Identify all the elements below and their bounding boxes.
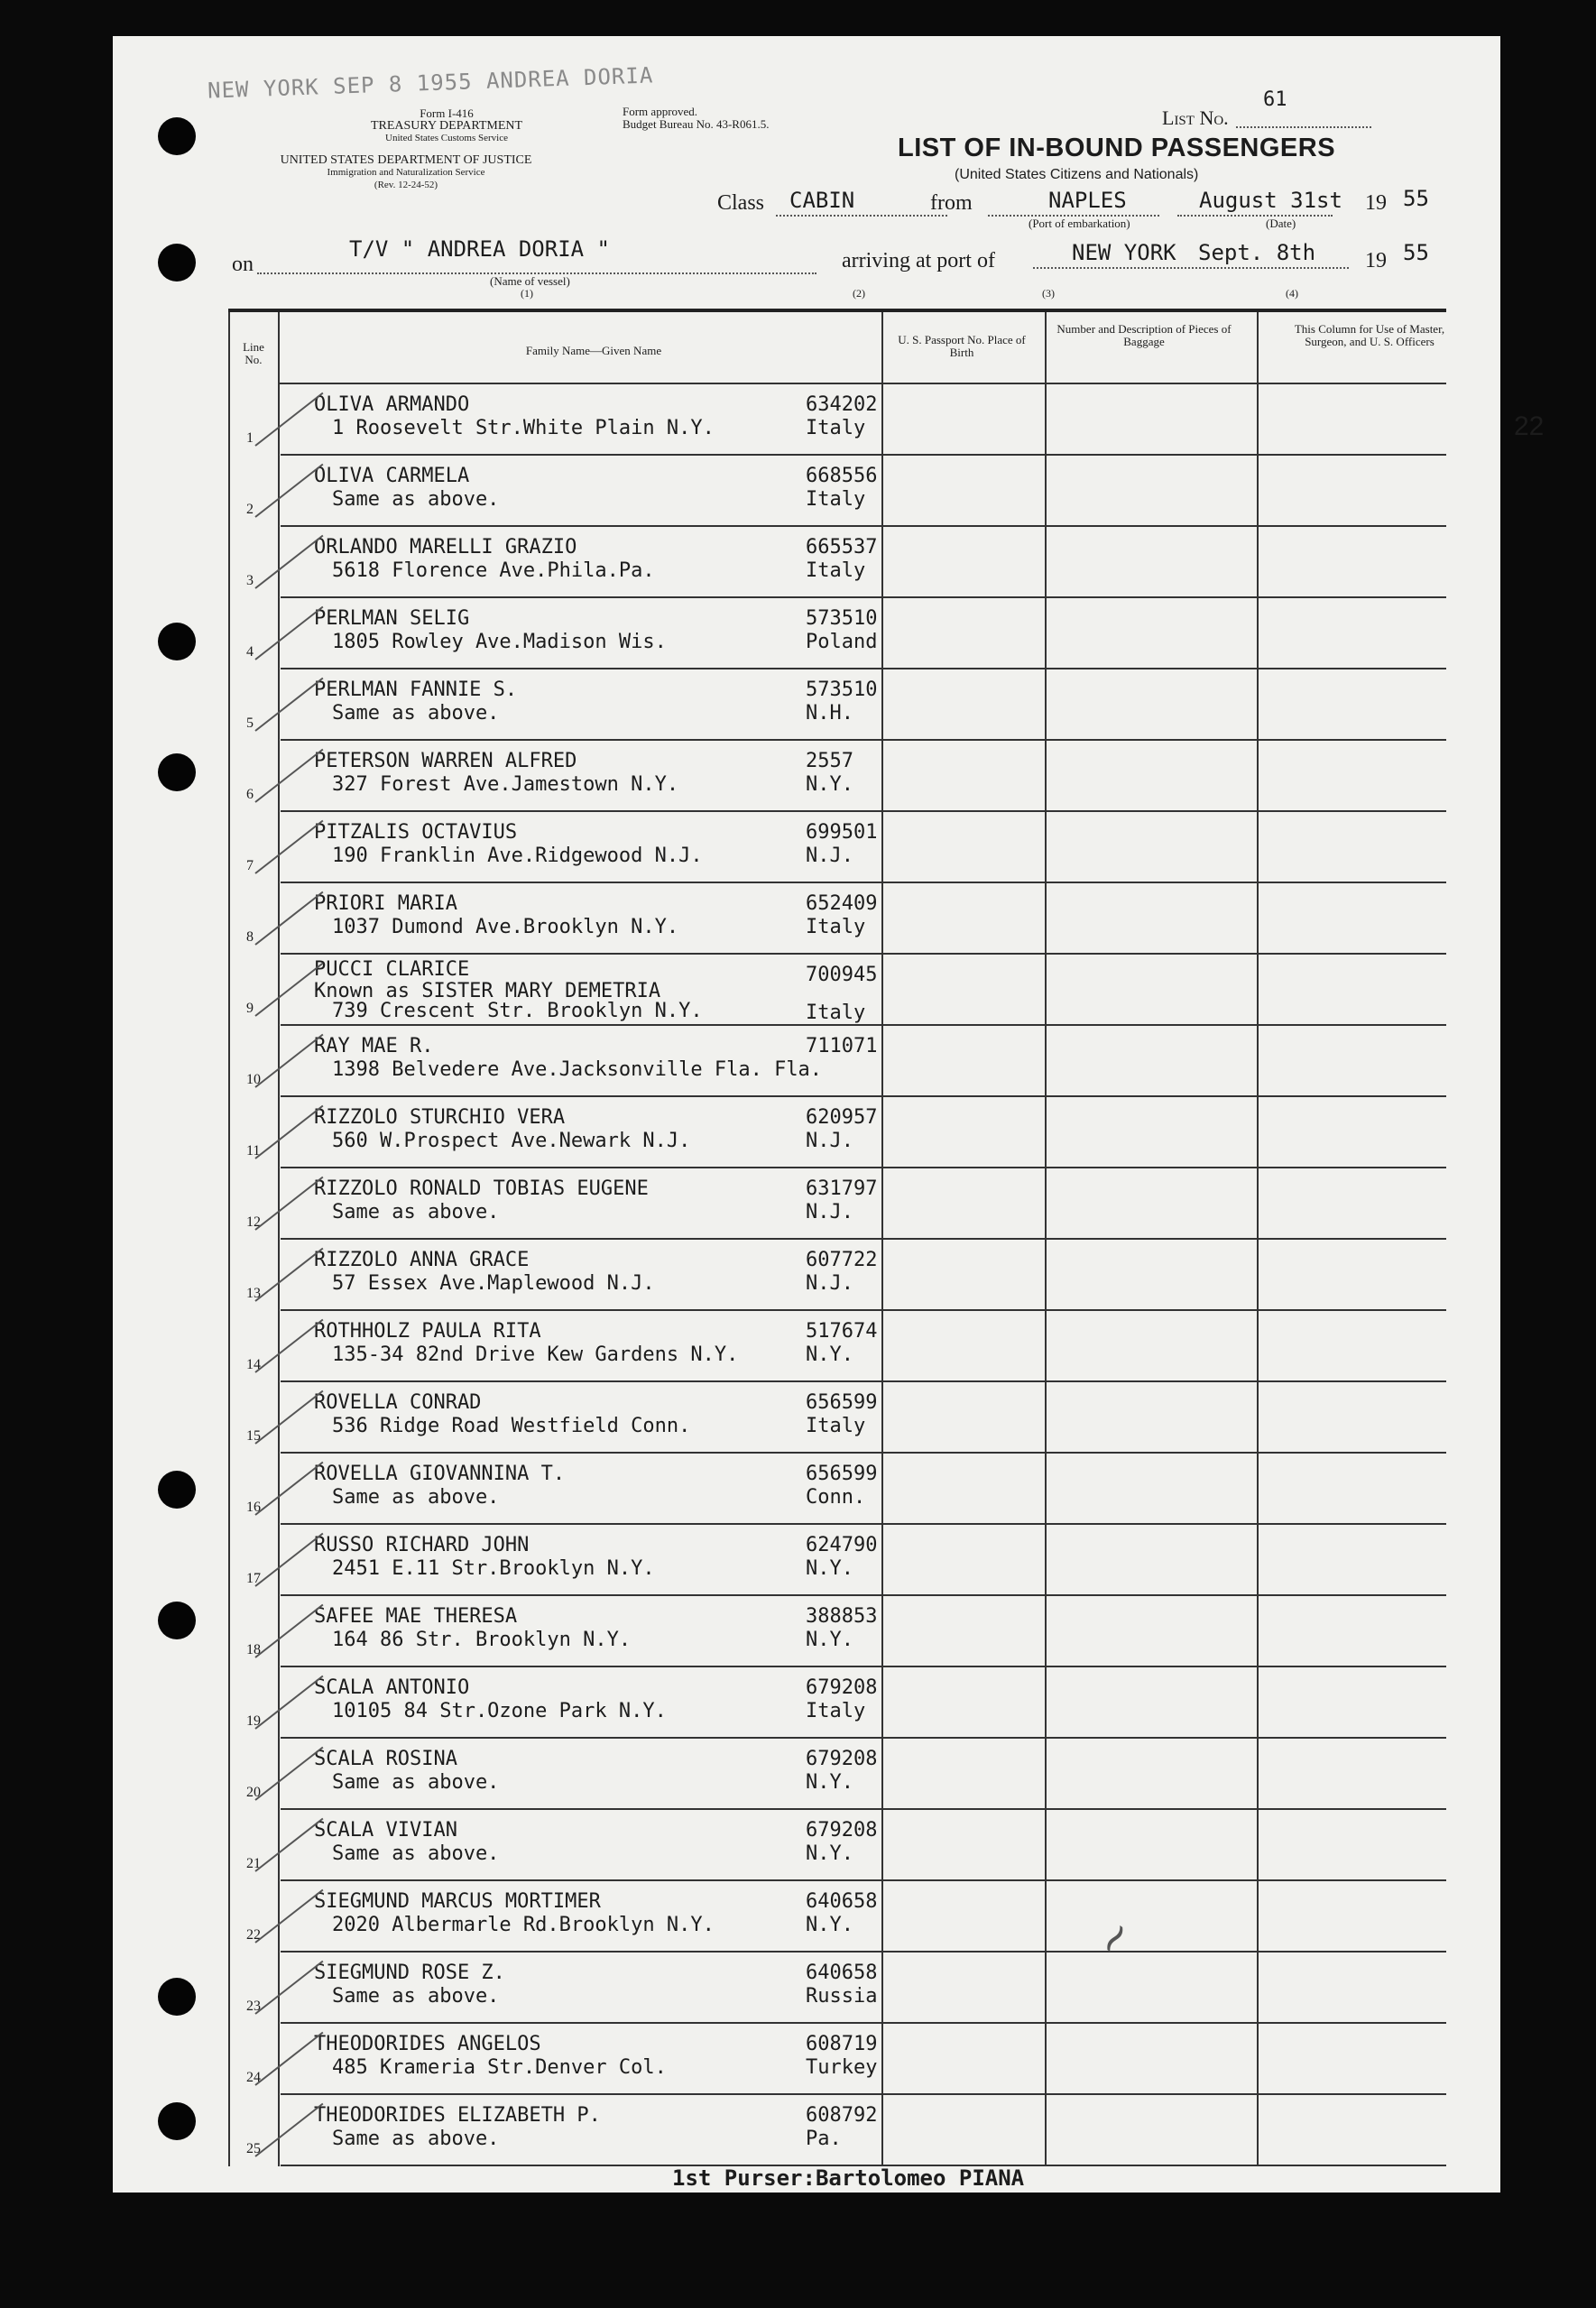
table-row <box>228 1168 1446 1240</box>
passenger-address: 1 Roosevelt Str.White Plain N.Y. <box>332 417 715 439</box>
form-number: Form I-416 <box>420 106 474 120</box>
list-label: List No. <box>1162 106 1229 129</box>
place-of-birth: N.Y. <box>806 1629 853 1651</box>
passenger-name: RIZZOLO ANNA GRACE <box>314 1249 530 1271</box>
place-of-birth: Italy <box>806 488 866 511</box>
line-number: 23 <box>246 1999 261 2014</box>
check-mark <box>254 749 323 803</box>
passport-number: 608792 <box>806 2104 878 2127</box>
passenger-name: OLIVA ARMANDO <box>314 393 470 416</box>
header-officers: This Column for Use of Master, Surgeon, and U. S. Officers <box>1294 322 1445 348</box>
line-number: 1 <box>246 430 254 446</box>
place-of-birth: N.J. <box>806 1201 853 1223</box>
passenger-address: Same as above. <box>332 1201 500 1223</box>
table-row <box>228 1026 1446 1097</box>
passenger-address: Same as above. <box>332 2128 500 2150</box>
line-number: 13 <box>246 1286 261 1301</box>
check-mark <box>254 1747 323 1801</box>
caption-col-4: (4) <box>1286 287 1298 300</box>
check-mark <box>254 1818 323 1872</box>
passenger-address: Same as above. <box>332 1985 500 2008</box>
passport-number: 700945 <box>806 964 878 986</box>
table-row <box>228 2095 1446 2166</box>
caption-col-2: (2) <box>853 287 865 300</box>
passenger-name: ROVELLA GIOVANNINA T. <box>314 1463 566 1485</box>
line-number: 4 <box>246 644 254 660</box>
passenger-name: SIEGMUND MARCUS MORTIMER <box>314 1890 601 1913</box>
check-mark <box>254 2103 323 2157</box>
check-mark <box>254 1034 323 1088</box>
header-name: Family Name—Given Name <box>525 344 662 357</box>
class-label: Class <box>717 191 765 215</box>
place-of-birth: N.Y. <box>806 773 853 796</box>
table-row <box>228 669 1446 741</box>
header-passport: U. S. Passport No. Place of Birth <box>898 333 1026 359</box>
place-of-birth: Turkey <box>806 2056 878 2079</box>
place-of-birth: N.Y. <box>806 1343 853 1366</box>
list-number-line <box>1236 126 1371 128</box>
binder-hole <box>158 1602 196 1639</box>
check-mark <box>254 1105 323 1159</box>
check-mark <box>254 1604 323 1658</box>
place-of-birth: N.Y. <box>806 1557 853 1580</box>
check-mark <box>254 1961 323 2015</box>
table-row <box>228 2024 1446 2095</box>
binder-hole <box>158 244 196 282</box>
table-row <box>228 1667 1446 1739</box>
passenger-name: SCALA ANTONIO <box>314 1676 470 1699</box>
line-number: 22 <box>246 1927 261 1943</box>
passenger-name: PERLMAN SELIG <box>314 607 470 630</box>
passport-number: 652409 <box>806 892 878 915</box>
passenger-address: Same as above. <box>332 1771 500 1794</box>
customs-service: United States Customs Service <box>385 133 508 143</box>
passenger-name: PITZALIS OCTAVIUS <box>314 821 518 844</box>
passport-number: 2557 <box>806 750 853 772</box>
place-of-birth: Italy <box>806 916 866 938</box>
passenger-name: ROTHHOLZ PAULA RITA <box>314 1320 541 1343</box>
check-mark <box>254 535 323 589</box>
table-row <box>228 598 1446 669</box>
check-mark <box>254 1462 323 1516</box>
page-subtitle: (United States Citizens and Nationals) <box>955 167 1199 182</box>
table-row <box>228 1097 1446 1168</box>
line-number: 20 <box>246 1785 261 1800</box>
justice-dept: UNITED STATES DEPARTMENT OF JUSTICE <box>280 153 532 167</box>
passenger-address: 164 86 Str. Brooklyn N.Y. <box>332 1629 632 1651</box>
check-mark <box>254 820 323 874</box>
place-of-birth: N.H. <box>806 702 853 725</box>
passenger-name: ROVELLA CONRAD <box>314 1391 482 1414</box>
place-of-birth: Russia <box>806 1985 878 2008</box>
passenger-name: OLIVA CARMELA <box>314 465 470 487</box>
passenger-name: SCALA VIVIAN <box>314 1819 457 1842</box>
passenger-address: 536 Ridge Road Westfield Conn. <box>332 1415 691 1437</box>
year-prefix: 19 <box>1365 191 1387 215</box>
passenger-name: PERLMAN FANNIE S. <box>314 679 518 701</box>
passenger-name: SAFEE MAE THERESA <box>314 1605 518 1628</box>
passenger-name: SCALA ROSINA <box>314 1748 457 1770</box>
table-row <box>228 741 1446 812</box>
place-of-birth: N.Y. <box>806 1771 853 1794</box>
date-caption: (Date) <box>1266 217 1296 230</box>
port-embarkation: NAPLES <box>1048 188 1127 213</box>
passport-number: 573510 <box>806 607 878 630</box>
arrival-date: Sept. 8th <box>1198 240 1316 265</box>
passport-number: 665537 <box>806 536 878 559</box>
table-row <box>228 1454 1446 1525</box>
binder-hole <box>158 753 196 791</box>
binder-hole <box>158 2102 196 2140</box>
passenger-address: 1398 Belvedere Ave.Jacksonville Fla. Fla. <box>332 1058 823 1081</box>
passenger-name: RAY MAE R. <box>314 1035 434 1057</box>
passenger-address: Same as above. <box>332 702 500 725</box>
place-of-birth: Italy <box>806 1700 866 1722</box>
passenger-address: 2020 Albermarle Rd.Brooklyn N.Y. <box>332 1914 715 1936</box>
passenger-address: Same as above. <box>332 1842 500 1865</box>
passenger-name: THEODORIDES ANGELOS <box>314 2033 541 2055</box>
binder-hole <box>158 117 196 155</box>
passenger-name: RUSSO RICHARD JOHN <box>314 1534 530 1556</box>
check-mark <box>254 891 323 946</box>
caption-col-1: (1) <box>521 287 533 300</box>
purser-signature-line: 1st Purser:Bartolomeo PIANA <box>672 2165 1025 2191</box>
table-row <box>228 384 1446 456</box>
passport-number: 517674 <box>806 1320 878 1343</box>
class-line <box>776 215 947 217</box>
line-number: 24 <box>246 2070 261 2085</box>
passenger-name: PRIORI MARIA <box>314 892 457 915</box>
passenger-table <box>228 309 1545 2166</box>
port-caption: (Port of embarkation) <box>1029 217 1130 230</box>
passport-number: 607722 <box>806 1249 878 1271</box>
passenger-address: Same as above. <box>332 1486 500 1509</box>
passport-number: 573510 <box>806 679 878 701</box>
passenger-address: 2451 E.11 Str.Brooklyn N.Y. <box>332 1557 655 1580</box>
on-label: on <box>232 253 254 276</box>
passport-number: 656599 <box>806 1391 878 1414</box>
ins-service: Immigration and Naturalization Service <box>327 167 485 178</box>
line-number: 11 <box>246 1143 261 1159</box>
caption-col-3: (3) <box>1042 287 1055 300</box>
binder-hole <box>158 1978 196 2016</box>
passenger-name: ORLANDO MARELLI GRAZIO <box>314 536 577 559</box>
table-row <box>228 1596 1446 1667</box>
passenger-address: 10105 84 Str.Ozone Park N.Y. <box>332 1700 667 1722</box>
check-mark <box>254 1319 323 1373</box>
passport-number: 711071 <box>806 1035 878 1057</box>
passport-number: 699501 <box>806 821 878 844</box>
passenger-name: PETERSON WARREN ALFRED <box>314 750 577 772</box>
treasury-dept: TREASURY DEPARTMENT <box>370 119 523 133</box>
passport-number: 624790 <box>806 1534 878 1556</box>
line-number: 6 <box>246 787 254 802</box>
arrival-port: NEW YORK <box>1072 240 1176 265</box>
place-of-birth: Poland <box>806 631 878 653</box>
list-number: 61 <box>1263 88 1287 111</box>
passport-number: 634202 <box>806 393 878 416</box>
passenger-address: Known as SISTER MARY DEMETRIA <box>314 980 661 1002</box>
check-mark <box>254 678 323 732</box>
passenger-count-note: 22 <box>1514 411 1545 441</box>
passenger-address: 190 Franklin Ave.Ridgewood N.J. <box>332 845 703 867</box>
header-baggage: Number and Description of Pieces of Baggage <box>1056 322 1232 348</box>
line-number: 2 <box>246 502 254 517</box>
line-number: 17 <box>246 1571 261 1586</box>
line-number: 14 <box>246 1357 261 1372</box>
table-row <box>228 1240 1446 1311</box>
line-number: 10 <box>246 1072 261 1087</box>
manifest-page <box>113 36 1545 2193</box>
place-of-birth: Italy <box>806 417 866 439</box>
passenger-name: RIZZOLO STURCHIO VERA <box>314 1106 566 1129</box>
passenger-name: RIZZOLO RONALD TOBIAS EUGENE <box>314 1177 649 1200</box>
date-line <box>1177 215 1333 217</box>
place-of-birth: Conn. <box>806 1486 866 1509</box>
passenger-address-2: 739 Crescent Str. Brooklyn N.Y. <box>332 1000 703 1022</box>
table-row <box>228 527 1446 598</box>
passport-number: 388853 <box>806 1605 878 1628</box>
passenger-address: 1805 Rowley Ave.Madison Wis. <box>332 631 667 653</box>
passenger-address: 560 W.Prospect Ave.Newark N.J. <box>332 1130 691 1152</box>
line-number: 21 <box>246 1856 261 1871</box>
arrival-line <box>1033 267 1349 269</box>
table-row <box>228 1739 1446 1810</box>
arrival-year: 55 <box>1403 240 1429 265</box>
line-number: 7 <box>246 858 254 873</box>
form-approved: Form approved. <box>623 105 698 118</box>
line-number: 5 <box>246 715 254 731</box>
check-mark <box>254 1248 323 1302</box>
passport-number: 640658 <box>806 1890 878 1913</box>
table-row <box>228 883 1446 955</box>
binder-hole <box>158 623 196 660</box>
check-mark <box>254 2032 323 2086</box>
budget-bureau: Budget Bureau No. 43-R061.5. <box>623 117 770 131</box>
line-number: 19 <box>246 1713 261 1729</box>
table-row <box>228 812 1446 883</box>
line-number: 9 <box>246 1001 254 1016</box>
place-of-birth: N.J. <box>806 1272 853 1295</box>
check-mark <box>254 1676 323 1730</box>
passport-number: 679208 <box>806 1819 878 1842</box>
check-mark <box>254 1390 323 1445</box>
line-number: 25 <box>246 2141 261 2156</box>
form-revision: (Rev. 12-24-52) <box>374 180 438 190</box>
line-number: 12 <box>246 1214 261 1230</box>
passenger-address: 5618 Florence Ave.Phila.Pa. <box>332 559 655 582</box>
arriving-label: arriving at port of <box>842 249 995 272</box>
table-row <box>228 1525 1446 1596</box>
passenger-address: 57 Essex Ave.Maplewood N.J. <box>332 1272 655 1295</box>
passenger-name: THEODORIDES ELIZABETH P. <box>314 2104 601 2127</box>
page-title: LIST OF IN-BOUND PASSENGERS <box>898 134 1336 162</box>
passport-number: 640658 <box>806 1962 878 1984</box>
header-line-no: Line No. <box>243 340 264 366</box>
handwritten-annotation: ~ <box>1083 1908 1146 1968</box>
check-mark <box>254 606 323 660</box>
line-number: 3 <box>246 573 254 588</box>
passport-number: 631797 <box>806 1177 878 1200</box>
passenger-name: SIEGMUND ROSE Z. <box>314 1962 505 1984</box>
place-of-birth: N.J. <box>806 845 853 867</box>
passport-number: 679208 <box>806 1748 878 1770</box>
passport-number: 679208 <box>806 1676 878 1699</box>
embark-date: August 31st <box>1199 188 1342 213</box>
table-row <box>228 1311 1446 1382</box>
table-row <box>228 1881 1446 1953</box>
line-number: 18 <box>246 1642 261 1657</box>
table-row <box>228 1382 1446 1454</box>
check-mark <box>254 1533 323 1587</box>
embark-year: 55 <box>1403 186 1429 211</box>
passenger-address: 485 Krameria Str.Denver Col. <box>332 2056 667 2079</box>
passport-number: 620957 <box>806 1106 878 1129</box>
line-number: 8 <box>246 929 254 945</box>
place-of-birth: Italy <box>806 1415 866 1437</box>
passenger-address: 1037 Dumond Ave.Brooklyn N.Y. <box>332 916 679 938</box>
arrival-year-prefix: 19 <box>1365 249 1387 272</box>
table-row <box>228 456 1446 527</box>
place-of-birth: N.Y. <box>806 1914 853 1936</box>
passenger-address: 327 Forest Ave.Jamestown N.Y. <box>332 773 679 796</box>
vessel-caption: (Name of vessel) <box>490 274 570 288</box>
check-mark <box>254 1177 323 1231</box>
class-value: CABIN <box>789 188 855 213</box>
line-number: 16 <box>246 1500 261 1515</box>
passenger-address: 135-34 82nd Drive Kew Gardens N.Y. <box>332 1343 739 1366</box>
binder-hole <box>158 1471 196 1509</box>
place-of-birth: N.J. <box>806 1130 853 1152</box>
place-of-birth: Italy <box>806 1002 866 1024</box>
table-row <box>228 1810 1446 1881</box>
passport-number: 668556 <box>806 465 878 487</box>
place-of-birth: Italy <box>806 559 866 582</box>
table-row <box>228 1953 1446 2024</box>
line-number: 15 <box>246 1428 261 1444</box>
place-of-birth: N.Y. <box>806 1842 853 1865</box>
check-mark <box>254 464 323 518</box>
from-label: from <box>930 191 973 215</box>
check-mark <box>254 392 323 447</box>
table-row <box>228 955 1446 1026</box>
passenger-address: Same as above. <box>332 488 500 511</box>
passport-number: 608719 <box>806 2033 878 2055</box>
vessel-name: T/V " ANDREA DORIA " <box>349 236 610 262</box>
passenger-name: PUCCI CLARICE <box>314 958 470 981</box>
passport-number: 656599 <box>806 1463 878 1485</box>
arrival-stamp: NEW YORK SEP 8 1955 ANDREA DORIA <box>207 62 654 104</box>
place-of-birth: Pa. <box>806 2128 842 2150</box>
check-mark <box>254 1889 323 1943</box>
